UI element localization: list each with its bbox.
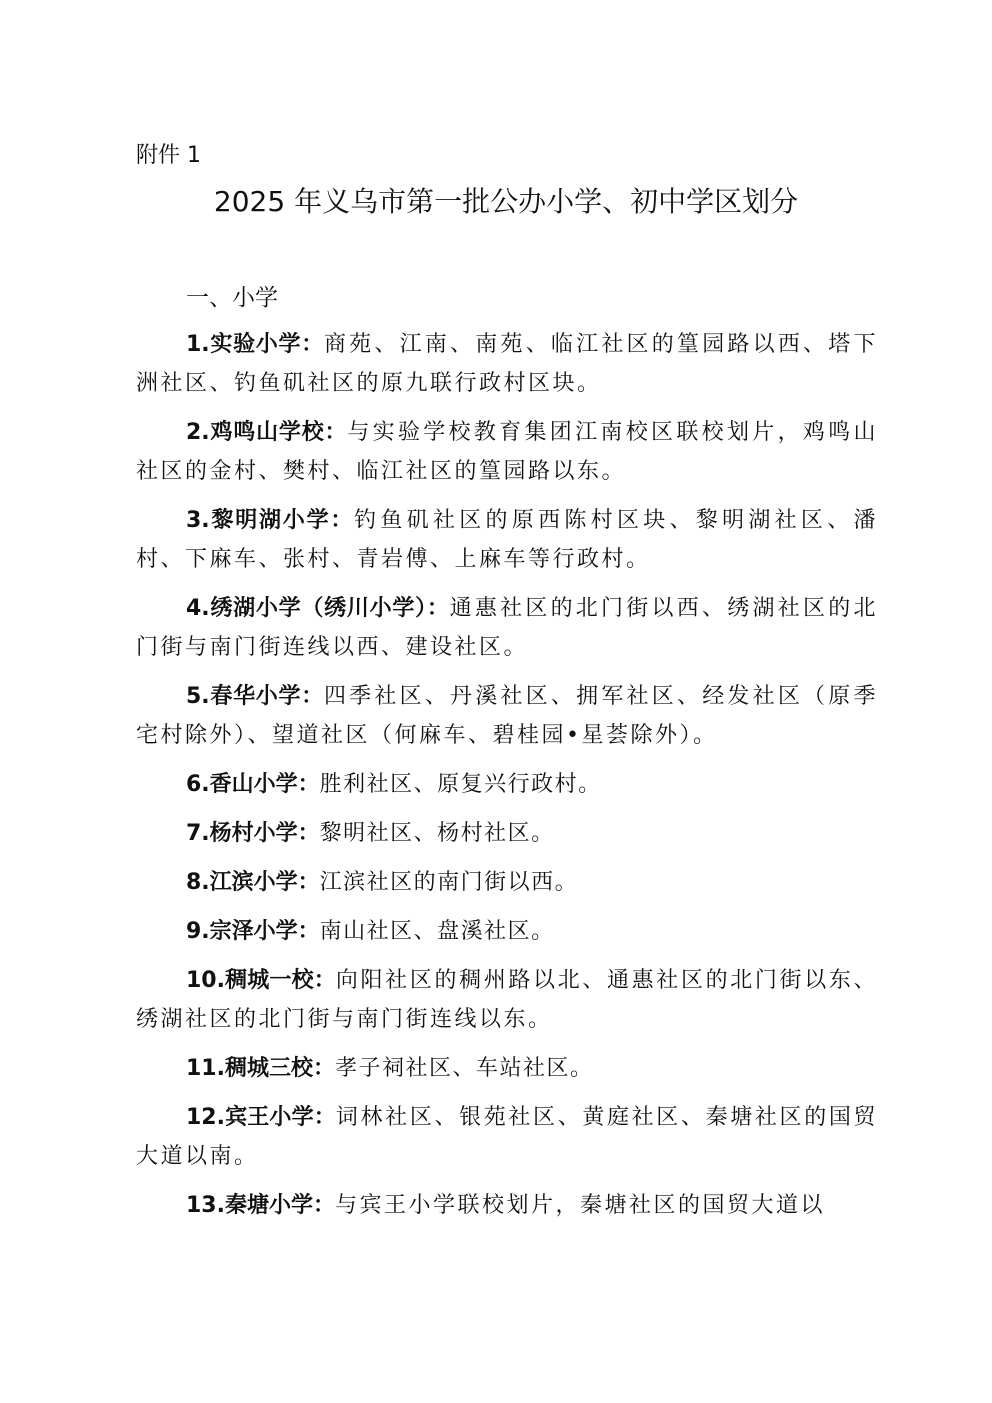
district-description: 四季社区、丹溪社区、拥军社区、经发社区（原季宅村除外）、望道社区（何麻车、碧桂园•星荟除外）。 — [136, 684, 878, 748]
district-entry — [136, 765, 878, 804]
district-entry — [136, 325, 878, 403]
school-name: 6.香山小学： — [186, 772, 320, 797]
district-description: 商苑、江南、南苑、临江社区的篁园路以西、塔下洲社区、钓鱼矶社区的原九联行政村区块。 — [136, 332, 878, 396]
school-name: 10.稠城一校： — [186, 968, 336, 993]
district-entry — [136, 912, 878, 951]
district-description: 词林社区、银苑社区、黄庭社区、秦塘社区的国贸大道以南。 — [136, 1105, 878, 1169]
section-heading: 一、小学 — [186, 285, 278, 311]
school-name: 8.江滨小学： — [186, 870, 320, 895]
school-name: 9.宗泽小学： — [186, 919, 320, 944]
district-description: 通惠社区的北门街以西、绣湖社区的北门街与南门街连线以西、建设社区。 — [136, 596, 878, 660]
district-entry — [136, 589, 878, 667]
district-entry — [136, 1098, 878, 1176]
school-name: 2.鸡鸣山学校： — [186, 420, 348, 445]
school-name: 7.杨村小学： — [186, 821, 320, 846]
district-entry — [136, 413, 878, 491]
district-description: 与实验学校教育集团江南校区联校划片，鸡鸣山社区的金村、樊村、临江社区的篁园路以东。 — [136, 420, 878, 484]
district-entry — [136, 677, 878, 755]
district-entry — [136, 863, 878, 902]
attachment-label: 附件 1 — [136, 143, 201, 168]
district-entry — [136, 814, 878, 853]
district-description: 孝子祠社区、车站社区。 — [334, 1056, 594, 1081]
school-name: 3.黎明湖小学： — [186, 508, 355, 533]
school-name: 5.春华小学： — [186, 684, 324, 709]
school-name: 4.绣湖小学（绣川小学）： — [186, 596, 450, 621]
district-entry — [136, 1049, 878, 1088]
district-entry — [136, 961, 878, 1039]
district-description: 向阳社区的稠州路以北、通惠社区的北门街以东、绣湖社区的北门街与南门街连线以东。 — [136, 968, 878, 1032]
district-description: 黎明社区、杨村社区。 — [319, 821, 555, 846]
school-name: 12.宾王小学： — [186, 1105, 336, 1130]
district-description: 与宾王小学联校划片，秦塘社区的国贸大道以 — [334, 1193, 825, 1218]
district-description: 胜利社区、原复兴行政村。 — [319, 772, 602, 797]
school-district-list — [136, 325, 878, 1235]
district-description: 江滨社区的南门街以西。 — [319, 870, 579, 895]
school-name: 1.实验小学： — [186, 332, 324, 357]
district-description: 钓鱼矶社区的原西陈村区块、黎明湖社区、潘村、下麻车、张村、青岩傅、上麻车等行政村。 — [136, 508, 878, 572]
school-name: 13.秦塘小学： — [186, 1193, 335, 1218]
school-name: 11.稠城三校： — [186, 1056, 335, 1081]
document-title: 2025 年义乌市第一批公办小学、初中学区划分 — [213, 185, 799, 218]
district-entry — [136, 501, 878, 579]
district-description: 南山社区、盘溪社区。 — [319, 919, 555, 944]
district-entry — [136, 1186, 878, 1225]
